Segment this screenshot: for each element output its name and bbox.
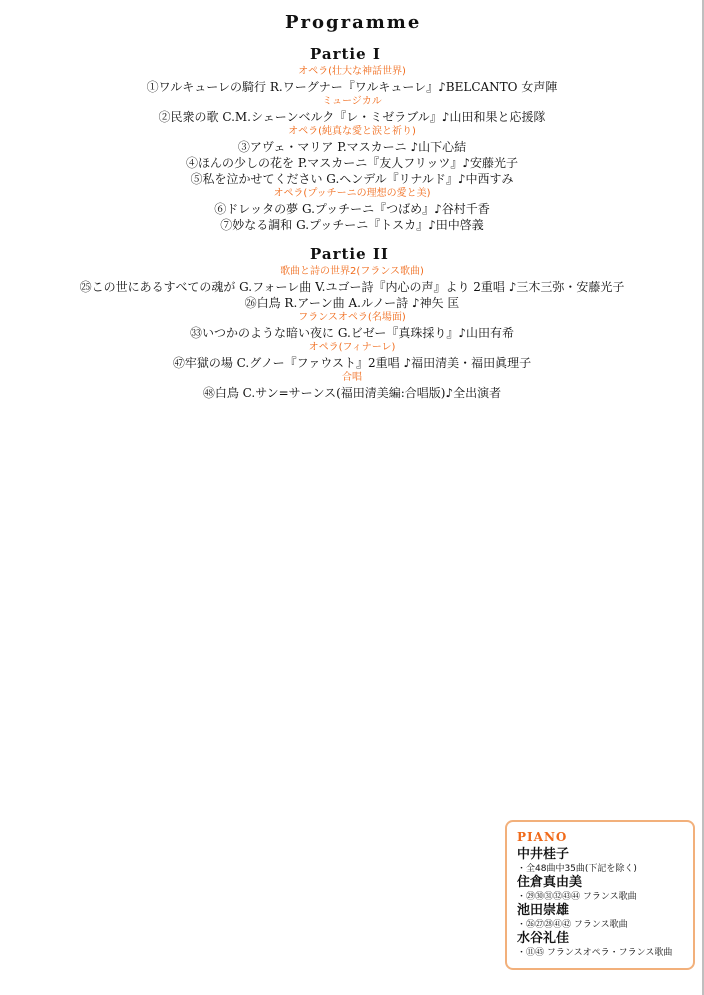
program-line: ㊼牢獄の場 C.グノー『ファウスト』2重唱 ♪福田清美・福田眞理子: [172, 356, 532, 370]
program-line: ㉝いつかのような暗い夜に G.ビゼー『真珠採り』♪山田有希: [190, 326, 514, 340]
genre-heading: オペラ(フィナーレ): [308, 342, 396, 353]
piano-player-name: 水谷礼佳: [517, 931, 570, 946]
program-line: ③アヴェ・マリア P.マスカーニ ♪山下心結: [237, 140, 467, 154]
piano-player-name: 池田崇雄: [517, 903, 570, 918]
program-line: ①ワルキューレの騎行 R.ワーグナー『ワルキューレ』♪BELCANTO 女声陣: [146, 80, 558, 94]
part-2-list: [0, 265, 704, 401]
piano-title: PIANO: [517, 830, 568, 844]
program-line: ⑦妙なる調和 G.プッチーニ『トスカ』♪田中啓義: [220, 218, 484, 232]
program-line: ㉕この世にあるすべての魂が G.フォーレ曲 V.ユゴー詩『内心の声』より 2重唱 ♪三木三弥・安藤光子: [79, 280, 625, 294]
genre-heading: フランスオペラ(名場面): [298, 312, 406, 323]
piano-player-note: ・㉖㉗㉘㊶㊷ フランス歌曲: [517, 920, 628, 930]
genre-heading: オペラ(純真な愛と涙と祈り): [288, 126, 416, 137]
program-line: ㊽白鳥 C.サン=サーンス(福田清美編:合唱版)♪全出演者: [202, 386, 502, 400]
program-line: ④ほんの少しの花を P.マスカーニ『友人フリッツ』♪安藤光子: [186, 156, 518, 170]
page-title: Programme: [285, 12, 422, 33]
part-2-heading: Partie II: [310, 245, 389, 263]
genre-heading: オペラ(壮大な神話世界): [298, 66, 406, 77]
program-line: ⑥ドレッタの夢 G.プッチーニ『つばめ』♪谷村千香: [214, 202, 490, 216]
piano-box: [505, 820, 695, 970]
piano-player-note: ・全48曲中35曲(下記を除く): [517, 864, 637, 874]
program-line: ㉖白鳥 R.アーン曲 A.ルノー詩 ♪神矢 匡: [244, 296, 460, 310]
genre-heading: ミュージカル: [322, 96, 382, 107]
piano-players: [517, 847, 683, 959]
piano-player-name: 中井桂子: [517, 847, 570, 862]
program-line: ⑤私を泣かせてください G.ヘンデル『リナルド』♪中西すみ: [190, 172, 514, 186]
piano-player-name: 住倉真由美: [517, 875, 583, 890]
piano-player-note: ・㉙㉚㉛㉜㊸㊹ フランス歌曲: [517, 892, 637, 902]
genre-heading: 歌曲と詩の世界2(フランス歌曲): [280, 266, 424, 277]
part-1-heading: Partie I: [310, 45, 381, 63]
genre-heading: オペラ(プッチーニの理想の愛と美): [273, 188, 431, 199]
program-line: ②民衆の歌 C.M.シェーンベルク『レ・ミゼラブル』♪山田和果と応援隊: [158, 110, 546, 124]
piano-player-note: ・⑪㊺ フランスオペラ・フランス歌曲: [517, 948, 673, 958]
part-1-list: [0, 65, 704, 233]
genre-heading: 合唱: [342, 372, 362, 383]
